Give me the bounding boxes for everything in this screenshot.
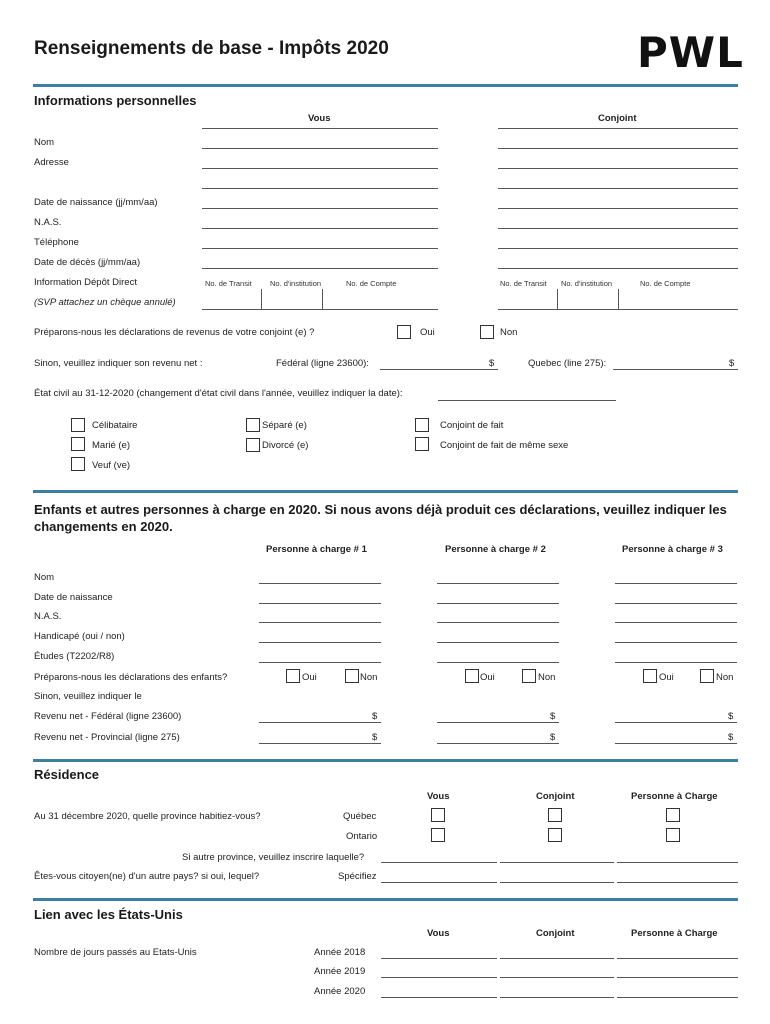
quebec-option-label: Québec	[343, 811, 377, 822]
spouse-adresse-field-2[interactable]	[498, 188, 738, 189]
dependent-other-province-field[interactable]	[617, 862, 738, 863]
label-naissance: Date de naissance (jj/mm/aa)	[34, 197, 158, 208]
label-nom: Nom	[34, 137, 55, 148]
child-label-etudes: Études (T2202/R8)	[34, 651, 115, 662]
spouse-quebec-checkbox[interactable]	[548, 808, 562, 822]
child-label-federal: Revenu net - Fédéral (ligne 23600)	[34, 711, 182, 722]
dep1-provincial-dollar: $	[372, 732, 378, 743]
label-depot: Information Dépôt Direct	[34, 277, 137, 288]
usa-col-dependent: Personne à Charge	[631, 928, 718, 939]
dep2-handicape-field[interactable]	[437, 642, 559, 643]
dep2-federal-dollar: $	[550, 711, 556, 722]
label-telephone: Téléphone	[34, 237, 79, 248]
dependent-quebec-checkbox[interactable]	[666, 808, 680, 822]
spouse-institution-label: No. d'institution	[561, 279, 613, 288]
dependent-2018-field[interactable]	[617, 958, 738, 959]
usa-col-you: Vous	[427, 928, 450, 939]
you-citizen-field[interactable]	[381, 882, 497, 883]
dep2-nom-field[interactable]	[437, 583, 559, 584]
you-compte-label: No. de Compte	[346, 279, 397, 288]
federal-field[interactable]	[380, 369, 498, 370]
child-label-provincial: Revenu net - Provincial (ligne 275)	[34, 732, 180, 743]
citizen-question: Êtes-vous citoyen(ne) d'un autre pays? si oui, lequel?	[34, 871, 260, 882]
spouse-naissance-field[interactable]	[498, 208, 738, 209]
income-question: Sinon, veuillez indiquer son revenu net :	[34, 358, 203, 369]
celibataire-checkbox[interactable]	[71, 418, 85, 432]
dep3-non-label: Non	[716, 672, 734, 683]
page-title: Renseignements de base - Impôts 2020	[34, 38, 389, 59]
prepare-non-label: Non	[500, 327, 518, 338]
dependent-3-header: Personne à charge # 3	[622, 544, 723, 555]
you-quebec-checkbox[interactable]	[431, 808, 445, 822]
personal-heading: Informations personnelles	[34, 93, 197, 108]
spouse-other-province-field[interactable]	[500, 862, 614, 863]
spouse-2019-field[interactable]	[500, 977, 614, 978]
dep1-handicape-field[interactable]	[259, 642, 381, 643]
dep3-non-checkbox[interactable]	[700, 669, 714, 683]
divorce-label: Divorcé (e)	[262, 440, 309, 451]
you-adresse-field[interactable]	[202, 168, 438, 169]
year-2020-label: Année 2020	[314, 986, 366, 997]
dep1-federal-field[interactable]	[259, 722, 381, 723]
dep1-naissance-field[interactable]	[259, 603, 381, 604]
conjoint-fait-meme-sexe-label: Conjoint de fait de même sexe	[440, 440, 569, 451]
child-label-sinon: Sinon, veuillez indiquer le	[34, 691, 142, 702]
residence-col-spouse: Conjoint	[536, 791, 575, 802]
children-heading: Enfants et autres personnes à charge en 2020. Si nous avons déjà produit ces déclarations, veuillez indiquer les changements en 2020.	[34, 502, 727, 534]
child-label-handicape: Handicapé (oui / non)	[34, 631, 125, 642]
you-transit-label: No. de Transit	[205, 279, 252, 288]
you-2018-field[interactable]	[381, 958, 497, 959]
pwl-logo: PWL	[637, 28, 744, 77]
divorce-checkbox[interactable]	[246, 438, 260, 452]
child-label-nom: Nom	[34, 572, 55, 583]
usa-heading: Lien avec les États-Unis	[34, 907, 183, 922]
celibataire-label: Célibataire	[92, 420, 138, 431]
dep1-nas-field[interactable]	[259, 622, 381, 623]
federal-label: Fédéral (ligne 23600):	[276, 358, 369, 369]
usa-days-question: Nombre de jours passés au Etats-Unis	[34, 947, 197, 958]
dep2-provincial-field[interactable]	[437, 743, 559, 744]
separe-label: Séparé (e)	[262, 420, 307, 431]
dep3-oui-label: Oui	[659, 672, 674, 683]
dep1-non-label: Non	[360, 672, 378, 683]
you-nas-field[interactable]	[202, 228, 438, 229]
spouse-citizen-field[interactable]	[500, 882, 614, 883]
you-ontario-checkbox[interactable]	[431, 828, 445, 842]
you-bank-field[interactable]	[202, 309, 438, 310]
section-divider	[33, 759, 738, 762]
you-institution-label: No. d'institution	[270, 279, 322, 288]
col-you: Vous	[308, 113, 331, 124]
dependent-citizen-field[interactable]	[617, 882, 738, 883]
dep1-non-checkbox[interactable]	[345, 669, 359, 683]
other-province-label: Si autre province, veuillez inscrire laquelle?	[182, 852, 365, 863]
dep3-federal-field[interactable]	[615, 722, 737, 723]
residence-heading: Résidence	[34, 767, 100, 782]
ontario-option-label: Ontario	[346, 831, 378, 842]
dep2-nas-field[interactable]	[437, 622, 559, 623]
child-label-naissance: Date de naissance	[34, 592, 113, 603]
prepare-question: Préparons-nous les déclarations de revenus de votre conjoint (e) ?	[34, 327, 315, 338]
dep3-naissance-field[interactable]	[615, 603, 737, 604]
dependent-2019-field[interactable]	[617, 977, 738, 978]
quebec-field[interactable]	[613, 369, 738, 370]
dependent-2-header: Personne à charge # 2	[445, 544, 546, 555]
dep2-provincial-dollar: $	[550, 732, 556, 743]
spouse-compte-label: No. de Compte	[640, 279, 691, 288]
residence-col-dependent: Personne à Charge	[631, 791, 718, 802]
dep2-naissance-field[interactable]	[437, 603, 559, 604]
veuf-checkbox[interactable]	[71, 457, 85, 471]
col-spouse: Conjoint	[598, 113, 637, 124]
marie-checkbox[interactable]	[71, 437, 85, 451]
spouse-telephone-field[interactable]	[498, 248, 738, 249]
spouse-nom-field[interactable]	[498, 148, 738, 149]
spouse-bank-field[interactable]	[498, 309, 738, 310]
dep1-etudes-field[interactable]	[259, 662, 381, 663]
spouse-nas-field[interactable]	[498, 228, 738, 229]
dependent-ontario-checkbox[interactable]	[666, 828, 680, 842]
province-question: Au 31 décembre 2020, quelle province habitiez-vous?	[34, 811, 261, 822]
spouse-adresse-field[interactable]	[498, 168, 738, 169]
dep1-provincial-field[interactable]	[259, 743, 381, 744]
dep1-oui-checkbox[interactable]	[286, 669, 300, 683]
spouse-2020-field[interactable]	[500, 997, 614, 998]
you-telephone-field[interactable]	[202, 248, 438, 249]
separe-checkbox[interactable]	[246, 418, 260, 432]
section-divider	[33, 898, 738, 901]
dependent-1-header: Personne à charge # 1	[266, 544, 367, 555]
dep2-non-checkbox[interactable]	[522, 669, 536, 683]
dep1-nom-field[interactable]	[259, 583, 381, 584]
dependent-2020-field[interactable]	[617, 997, 738, 998]
civil-question: État civil au 31-12-2020 (changement d'état civil dans l'année, veuillez indiquer la date):	[34, 388, 403, 399]
dep2-etudes-field[interactable]	[437, 662, 559, 663]
label-deces: Date de décès (jj/mm/aa)	[34, 257, 141, 268]
year-2019-label: Année 2019	[314, 966, 366, 977]
dep2-oui-label: Oui	[480, 672, 495, 683]
spouse-transit-label: No. de Transit	[500, 279, 547, 288]
veuf-label: Veuf (ve)	[92, 460, 131, 471]
dep3-provincial-field[interactable]	[615, 743, 737, 744]
usa-col-spouse: Conjoint	[536, 928, 575, 939]
quebec-label: Quebec (line 275):	[528, 358, 607, 369]
prepare-oui-label: Oui	[420, 327, 435, 338]
you-naissance-field[interactable]	[202, 208, 438, 209]
marie-label: Marié (e)	[92, 440, 131, 451]
prepare-oui-checkbox[interactable]	[397, 325, 411, 339]
dep2-non-label: Non	[538, 672, 556, 683]
dep2-federal-field[interactable]	[437, 722, 559, 723]
child-label-nas: N.A.S.	[34, 611, 62, 622]
you-2020-field[interactable]	[381, 997, 497, 998]
year-2018-label: Année 2018	[314, 947, 366, 958]
section-divider	[33, 490, 738, 493]
dep3-handicape-field[interactable]	[615, 642, 737, 643]
label-svp: (SVP attachez un chèque annulé)	[34, 297, 176, 308]
spouse-deces-field[interactable]	[498, 268, 738, 269]
dep3-provincial-dollar: $	[728, 732, 734, 743]
prepare-non-checkbox[interactable]	[480, 325, 494, 339]
spouse-ontario-checkbox[interactable]	[548, 828, 562, 842]
civil-date-field[interactable]	[438, 400, 616, 401]
label-adresse: Adresse	[34, 157, 69, 168]
conjoint-fait-label: Conjoint de fait	[440, 420, 504, 431]
you-nom-field[interactable]	[202, 148, 438, 149]
conjoint-fait-checkbox[interactable]	[415, 418, 429, 432]
specify-label: Spécifiez	[338, 871, 377, 882]
dep3-oui-checkbox[interactable]	[643, 669, 657, 683]
label-nas: N.A.S.	[34, 217, 62, 228]
child-label-prepare: Préparons-nous les déclarations des enfants?	[34, 672, 228, 683]
spouse-2018-field[interactable]	[500, 958, 614, 959]
dep1-federal-dollar: $	[372, 711, 378, 722]
you-adresse-field-2[interactable]	[202, 188, 438, 189]
dep2-oui-checkbox[interactable]	[465, 669, 479, 683]
dep3-nom-field[interactable]	[615, 583, 737, 584]
dep3-nas-field[interactable]	[615, 622, 737, 623]
section-divider	[33, 84, 738, 87]
you-other-province-field[interactable]	[381, 862, 497, 863]
residence-col-you: Vous	[427, 791, 450, 802]
dep1-oui-label: Oui	[302, 672, 317, 683]
dep3-federal-dollar: $	[728, 711, 734, 722]
you-deces-field[interactable]	[202, 268, 438, 269]
conjoint-fait-meme-sexe-checkbox[interactable]	[415, 437, 429, 451]
you-2019-field[interactable]	[381, 977, 497, 978]
dep3-etudes-field[interactable]	[615, 662, 737, 663]
quebec-dollar: $	[729, 358, 735, 369]
federal-dollar: $	[489, 358, 495, 369]
